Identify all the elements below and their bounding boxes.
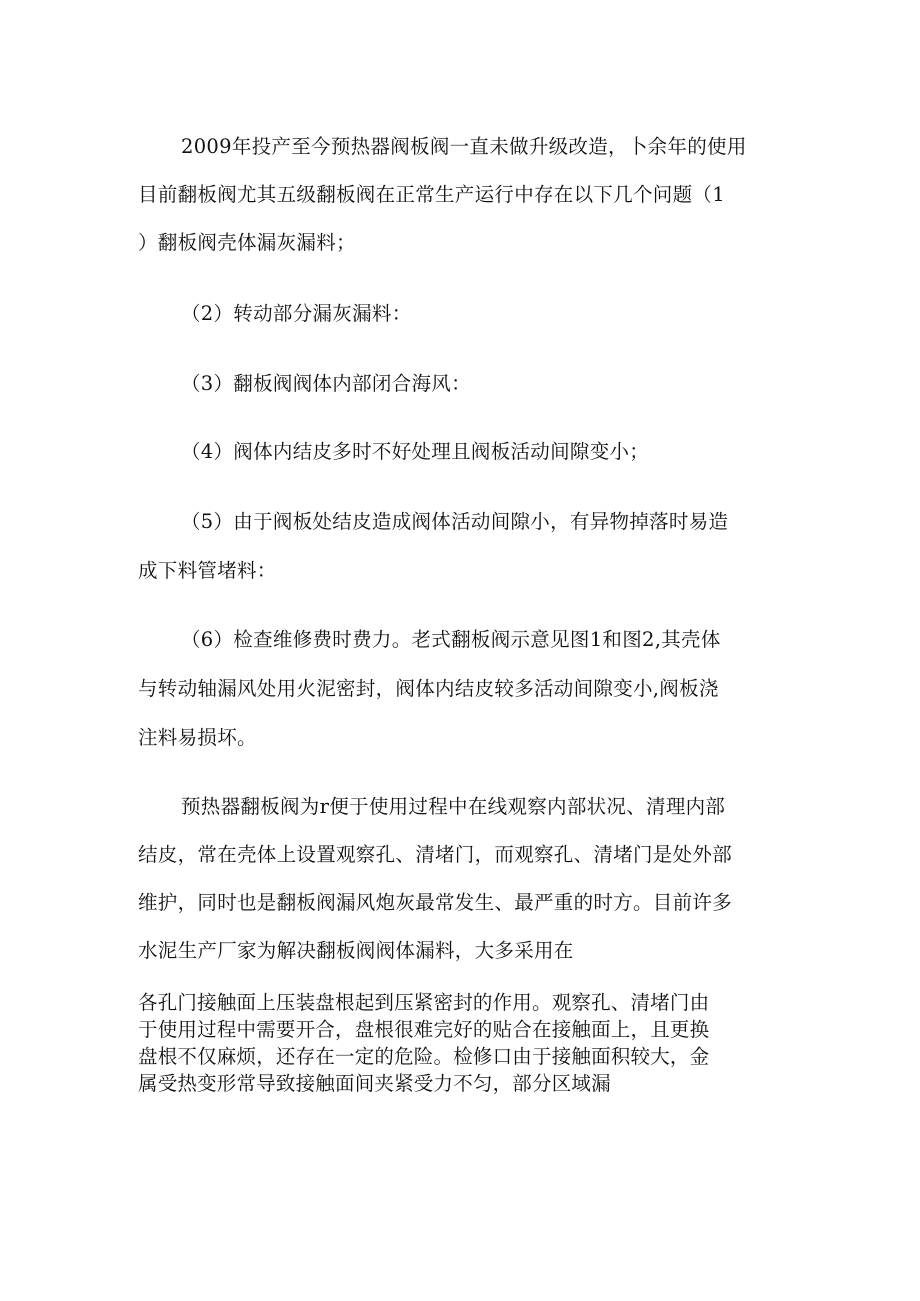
text-line: ）翻板阀壳体漏灰漏料； <box>138 231 356 254</box>
text-line: 注料易损坏。 <box>138 726 257 749</box>
text-line: （2）转动部分漏灰漏料： <box>181 302 412 325</box>
text-line: （6）检查维修费时费力。老式翻板阀示意见图1和图2,其壳体 <box>181 628 721 651</box>
text-line: （5）由于阀板处结皮造成阀体活动间隙小，有异物掉落时易造 <box>181 510 729 533</box>
text-line: 属受热变形常导致接触面间夹紧受力不匀，部分区域漏 <box>138 1072 611 1095</box>
text-line: 水泥生产厂家为解决翻板阀阀体漏料，大多采用在 <box>138 939 574 962</box>
text-line: 于使用过程中需要开合，盘根很难完好的贴合在接触面上，且更换 <box>138 1018 710 1041</box>
text-line: 2009年投产至今预热器阀板阀一直未做升级改造，卜余年的使用 <box>181 135 747 158</box>
text-line: 预热器翻板阀为r便于使用过程中在线观察内部状况、清理内部 <box>181 795 726 818</box>
text-line: 目前翻板阀尤其五级翻板阀在正常生产运行中存在以下几个问题（1 <box>138 183 725 206</box>
text-line: 各孔门接触面上压装盘根起到压紧密封的作用。观察孔、清堵门由 <box>138 991 710 1014</box>
text-line: 与转动轴漏风处用火泥密封，阀体内结皮较多活动间隙变小,阀板浇 <box>138 677 719 700</box>
text-line: 维护，同时也是翻板阀漏风炮灰最常发生、最严重的时方。目前许多 <box>138 891 733 914</box>
text-line: 成下料管堵料： <box>138 559 277 582</box>
text-line: 盘根不仅麻烦，还存在一定的危险。检修口由于接触面积较大，金 <box>138 1045 710 1068</box>
text-line: （3）翻板阀阀体内部闭合海风： <box>181 372 471 395</box>
text-line: （4）阀体内结皮多时不好处理且阀板活动间隙变小； <box>181 440 650 463</box>
text-line: 结皮，常在壳体上设置观察孔、清堵门，而观察孔、清堵门是处外部 <box>138 843 733 866</box>
